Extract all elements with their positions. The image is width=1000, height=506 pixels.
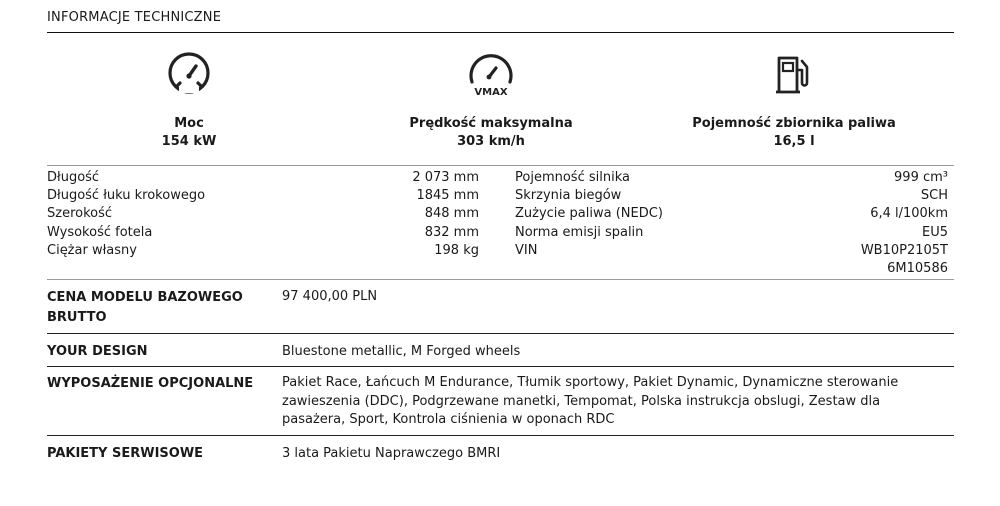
section-divider <box>47 333 954 334</box>
spec-label: Norma emisji spalin <box>515 224 644 240</box>
spec-label: VIN <box>515 242 538 258</box>
spec-value: 848 mm <box>424 206 479 222</box>
spec-row <box>515 187 948 205</box>
speedometer-icon <box>164 50 214 100</box>
vin-value: WB10P2105T 6M10586 <box>860 242 948 277</box>
section-title: INFORMACJE TECHNICZNE <box>47 10 222 25</box>
spec-row <box>515 224 948 242</box>
spec-label: Ciężar własny <box>47 242 137 258</box>
section-key: YOUR DESIGN <box>47 344 148 359</box>
title-divider <box>47 32 954 33</box>
section-value: Pakiet Race, Łańcuch M Endurance, Tłumik sportowy, Pakiet Dynamic, Dynamiczne sterowanie zawieszenia (DDC), Podgrzewane manetki, Tempomat, Polska instrukcja obslugi, Zestaw dla pasażera, Sport, Kontrola ciśnienia w oponach RDC <box>282 375 899 428</box>
spec-value: 2 073 mm <box>412 170 479 185</box>
spec-label: Pojemność silnika <box>515 170 630 185</box>
spec-value: SCH <box>920 188 948 204</box>
section-value: 97 400,00 PLN <box>282 289 378 304</box>
spec-label: Skrzynia biegów <box>515 188 622 204</box>
highlight-power <box>39 50 339 149</box>
spec-label: Zużycie paliwa (NEDC) <box>515 206 663 222</box>
spec-row <box>47 205 479 223</box>
specs-right <box>515 169 948 278</box>
power-label: Moc <box>174 116 204 131</box>
specs-top-divider <box>47 165 954 166</box>
spec-value: EU5 <box>922 224 948 240</box>
spec-value: 1845 mm <box>416 188 479 204</box>
spec-row <box>47 187 479 205</box>
specs-left <box>47 169 479 260</box>
spec-row <box>47 224 479 242</box>
power-value: 154 kW <box>161 134 217 149</box>
spec-label: Szerokość <box>47 206 113 222</box>
vmax-text: VMAX <box>474 87 508 98</box>
spec-row <box>515 242 948 278</box>
highlight-vmax <box>341 50 641 149</box>
spec-value: 832 mm <box>424 224 479 240</box>
vmax-label: Prędkość maksymalna <box>409 116 573 131</box>
spec-value: 6,4 l/100km <box>870 206 948 222</box>
highlight-tank <box>644 50 944 149</box>
spec-row <box>47 242 479 260</box>
spec-row <box>515 169 948 187</box>
tank-value: 16,5 l <box>773 134 815 149</box>
spec-value: 198 kg <box>434 242 479 258</box>
spec-label: Wysokość fotela <box>47 224 153 240</box>
spec-label: Długość <box>47 170 100 185</box>
spec-label: Długość łuku krokowego <box>47 188 206 204</box>
section-key: CENA MODELU BAZOWEGO BRUTTO <box>47 290 243 325</box>
tank-label: Pojemność zbiornika paliwa <box>692 116 896 131</box>
section-divider <box>47 366 954 367</box>
spec-row <box>47 169 479 187</box>
specs-bottom-divider <box>47 279 954 280</box>
spec-value: 999 cm³ <box>894 170 948 185</box>
spec-row <box>515 205 948 223</box>
section-divider <box>47 435 954 436</box>
section-key: PAKIETY SERWISOWE <box>47 446 204 461</box>
section-value: 3 lata Pakietu Naprawczego BMRI <box>282 446 501 461</box>
vmax-value: 303 km/h <box>457 134 525 149</box>
vmax-gauge-icon <box>466 50 516 100</box>
section-value: Bluestone metallic, M Forged wheels <box>282 344 521 359</box>
fuel-pump-icon <box>769 50 819 100</box>
section-key: WYPOSAŻENIE OPCJONALNE <box>47 376 254 391</box>
